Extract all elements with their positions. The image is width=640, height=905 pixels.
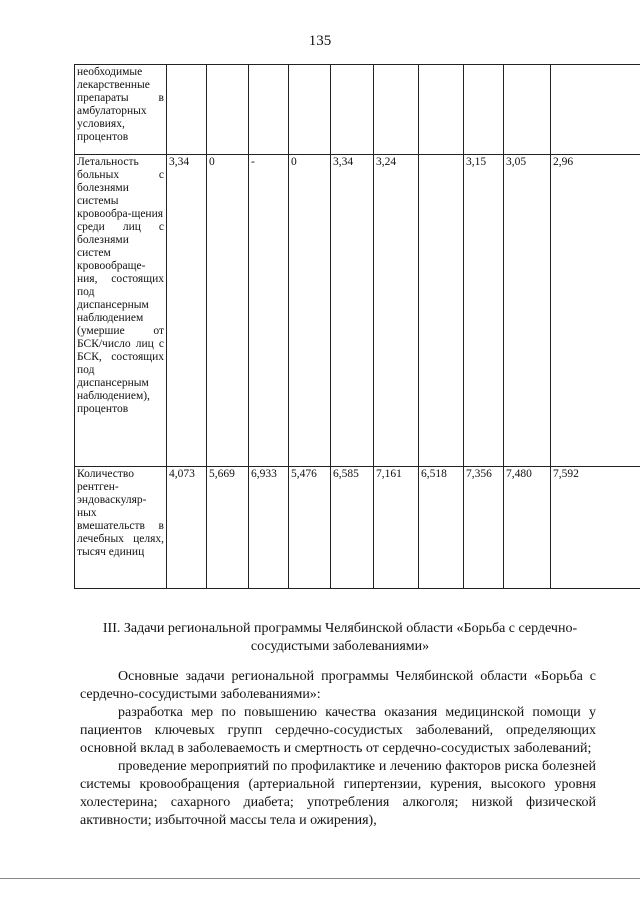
table-cell bbox=[289, 65, 331, 155]
table-cell bbox=[249, 65, 289, 155]
table-row bbox=[75, 155, 640, 467]
paragraph: проведение мероприятий по профилактике и лечению факторов риска болезней системы кровообращения (артериальной гипертензии, курения, высокого уровня холестерина; сахарного диабета; употребления алкоголя; низкой физической активности; избыточной массы тела и ожирения), bbox=[80, 759, 596, 828]
table-cell: 7,161 bbox=[374, 467, 419, 589]
row-label: необходимые лекарственные препараты в амбулаторных условиях, процентов bbox=[75, 65, 167, 155]
table-cell bbox=[419, 65, 464, 155]
paragraph: Основные задачи региональной программы Челябинской области «Борьба с сердечно-сосудистыми заболеваниями»: bbox=[80, 669, 596, 702]
table-cell: 5,669 bbox=[207, 467, 249, 589]
indicators-table bbox=[74, 64, 640, 589]
table-cell: 3,15 bbox=[464, 155, 504, 467]
table-cell bbox=[464, 65, 504, 155]
section-heading: III. Задачи региональной программы Челябинской области «Борьба с сердечно-сосудистыми заболеваниями» bbox=[102, 621, 578, 654]
table-cell bbox=[504, 65, 551, 155]
table-cell bbox=[331, 65, 374, 155]
table-cell: 0 bbox=[289, 155, 331, 467]
table-cell bbox=[207, 65, 249, 155]
row-label: Количество рентген-эндоваскуляр-ных вмешательств в лечебных целях, тысяч единиц bbox=[75, 467, 167, 589]
table-cell: 6,518 bbox=[419, 467, 464, 589]
table-cell bbox=[551, 65, 640, 155]
table-cell: - bbox=[249, 155, 289, 467]
table-cell: 3,34 bbox=[331, 155, 374, 467]
table-cell: 7,480 bbox=[504, 467, 551, 589]
table-cell: 3,05 bbox=[504, 155, 551, 467]
table-row bbox=[75, 65, 640, 155]
table-cell: 3,34 bbox=[167, 155, 207, 467]
table-cell: 6,585 bbox=[331, 467, 374, 589]
table-cell: 7,356 bbox=[464, 467, 504, 589]
table-cell: 3,24 bbox=[374, 155, 419, 467]
table-cell: 0 bbox=[207, 155, 249, 467]
paragraph: разработка мер по повышению качества оказания медицинской помощи у пациентов ключевых групп сердечно-сосудистых заболеваний, определяющих основной вклад в заболеваемость и смертность от сердечно-сосудистых заболеваний; bbox=[80, 705, 596, 756]
table-cell bbox=[374, 65, 419, 155]
table-cell: 4,073 bbox=[167, 467, 207, 589]
table-cell bbox=[167, 65, 207, 155]
page-bottom-rule bbox=[0, 878, 640, 879]
page-number: 135 bbox=[308, 33, 332, 49]
table-cell: 6,933 bbox=[249, 467, 289, 589]
table-cell bbox=[419, 155, 464, 467]
body-text bbox=[80, 668, 596, 830]
table-cell: 2,96 bbox=[551, 155, 640, 467]
table-cell: 7,592 bbox=[551, 467, 640, 589]
row-label: Летальность больных с болезнями системы кровообра-щения среди лиц с болезнями систем кровообраще-ния, состоящих под диспансерным наблюдением (умершие от БСК/число лиц с БСК, состоящих под диспансерным наблюдением), процентов bbox=[75, 155, 167, 467]
table-cell: 5,476 bbox=[289, 467, 331, 589]
table-row bbox=[75, 467, 640, 589]
